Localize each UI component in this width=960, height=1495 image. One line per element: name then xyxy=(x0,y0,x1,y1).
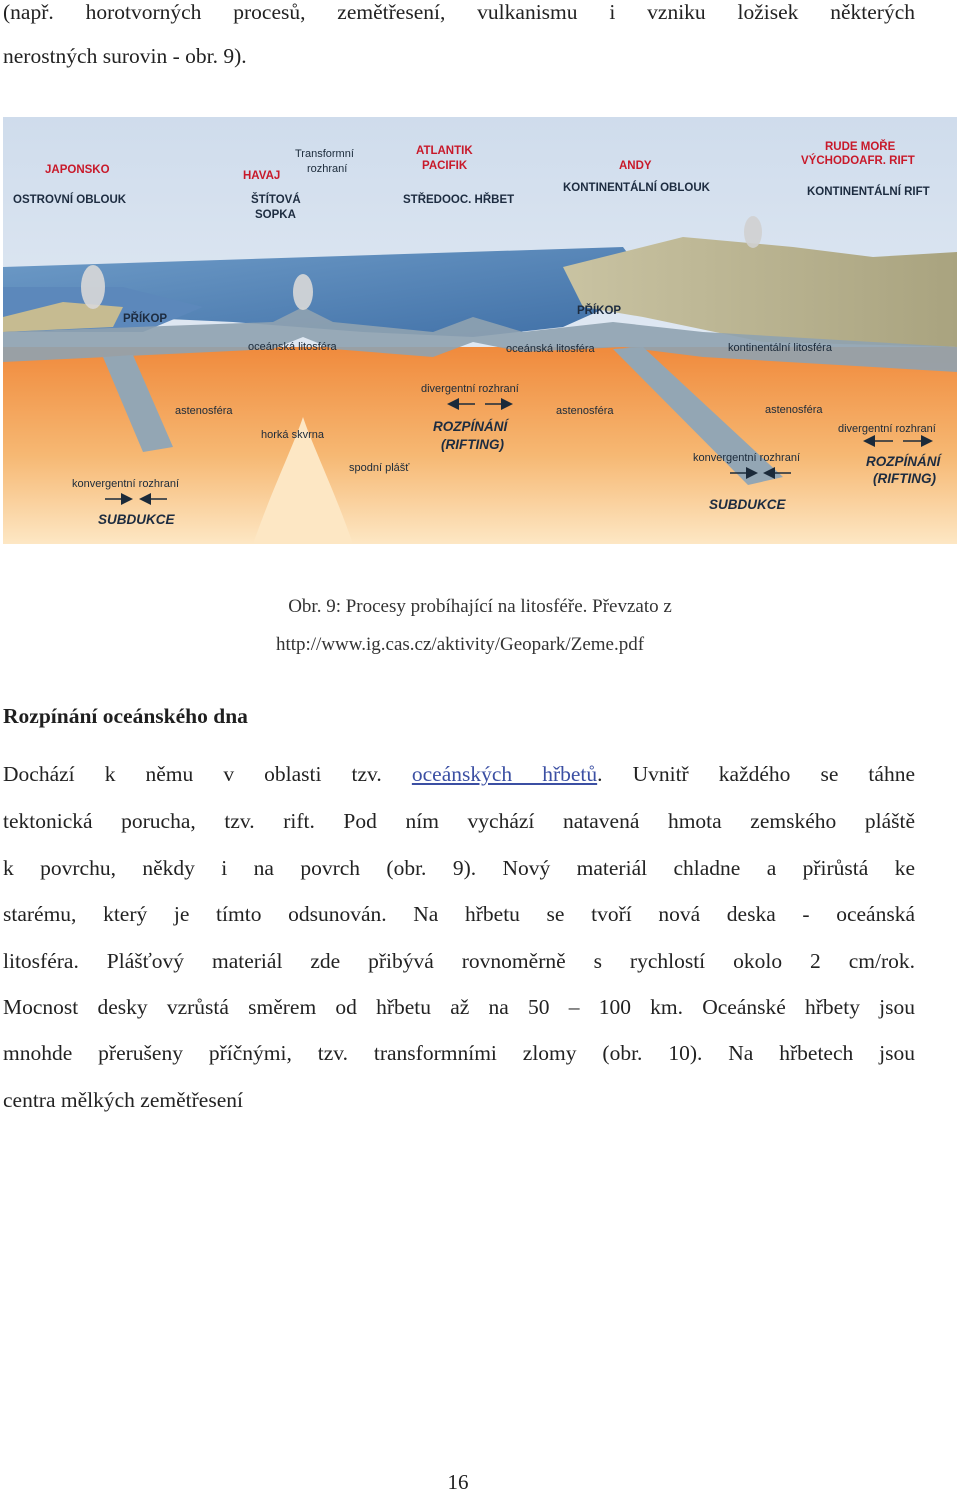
label-oceanska-litosfera-left: oceánská litosféra xyxy=(248,341,337,353)
label-kontinentalni-oblouk: KONTINENTÁLNÍ OBLOUK xyxy=(563,182,710,194)
label-prikop-right: PŘÍKOP xyxy=(577,305,622,317)
label-stitova: ŠTÍTOVÁ xyxy=(251,194,301,206)
label-divergentni-right: divergentní rozhraní xyxy=(838,423,936,435)
intro-line-1: (např. horotvorných procesů, zemětřesení, vulkanismu i vzniku ložisek některých xyxy=(3,0,915,24)
label-rifting-mid: (RIFTING) xyxy=(441,437,504,452)
label-spodni-plast: spodní plášť xyxy=(349,462,410,474)
paragraph-line-3: k povrchu, někdy i na povrch (obr. 9). Nový materiál chladne a přirůstá ke xyxy=(3,856,915,880)
label-kontinentalni-litosfera: kontinentální litosféra xyxy=(728,342,832,354)
lithosphere-processes-figure xyxy=(3,117,957,544)
label-divergentni-mid: divergentní rozhraní xyxy=(421,383,519,395)
paragraph-line-6: Mocnost desky vzrůstá směrem od hřbetu až na 50 – 100 km. Oceánské hřbety jsou xyxy=(3,995,915,1019)
label-subdukce-right: SUBDUKCE xyxy=(709,497,786,512)
paragraph-line-2: tektonická porucha, tzv. rift. Pod ním vychází natavená hmota zemského pláště xyxy=(3,809,915,833)
paragraph-line-5: litosféra. Plášťový materiál zde přibývá rovnoměrně s rychlostí okolo 2 cm/rok. xyxy=(3,949,915,973)
label-japonsko: JAPONSKO xyxy=(45,164,110,176)
label-transform-rozhrani: rozhraní xyxy=(307,163,348,175)
label-konvergentni-left: konvergentní rozhraní xyxy=(72,478,180,490)
label-rozpinani-mid: ROZPÍNÁNÍ xyxy=(433,419,508,434)
paragraph-line-4: starému, který je tímto odsunován. Na hřbetu se tvoří nová deska - oceánská xyxy=(3,902,915,926)
intro-line-2: nerostných surovin - obr. 9). xyxy=(3,44,247,68)
label-konvergentni-right: konvergentní rozhraní xyxy=(693,452,801,464)
label-astenosfera-left: astenosféra xyxy=(175,405,233,417)
label-vychodoafr-rift: VÝCHODOAFR. RIFT xyxy=(801,155,915,167)
figure-caption-line-2: http://www.ig.cas.cz/aktivity/Geopark/Zeme.pdf xyxy=(275,634,645,655)
label-kontinentalni-rift: KONTINENTÁLNÍ RIFT xyxy=(807,186,930,198)
label-rude-more: RUDE MOŘE xyxy=(825,141,896,153)
volcano-plume-left xyxy=(81,265,105,309)
label-ostrovni-oblouk: OSTROVNÍ OBLOUK xyxy=(13,194,127,206)
label-atlantik: ATLANTIK xyxy=(416,145,473,157)
label-rozpinani-right: ROZPÍNÁNÍ xyxy=(866,454,941,469)
page-number: 16 xyxy=(447,1470,469,1494)
label-transformni: Transformní xyxy=(295,148,354,160)
label-astenosfera-right: astenosféra xyxy=(765,404,823,416)
volcano-plume-andes xyxy=(744,216,762,248)
label-havaj: HAVAJ xyxy=(243,170,281,182)
label-astenosfera-mid: astenosféra xyxy=(556,405,614,417)
label-prikop-left: PŘÍKOP xyxy=(123,313,168,325)
oceanic-ridges-link[interactable]: oceánských hřbetů xyxy=(411,762,598,786)
paragraph-line-1: Dochází k němu v oblasti tzv. oceánských hřbetů. Uvnitř každého se táhne xyxy=(3,762,915,786)
label-andy: ANDY xyxy=(619,160,652,172)
volcano-plume-hawaii xyxy=(293,274,313,310)
label-stredooc-hrbet: STŘEDOOC. HŘBET xyxy=(403,194,515,206)
section-heading: Rozpínání oceánského dna xyxy=(3,704,248,728)
label-sopka: SOPKA xyxy=(255,209,296,221)
label-rifting-right: (RIFTING) xyxy=(873,471,936,486)
label-horka-skvrna: horká skvrna xyxy=(261,429,324,441)
label-pacifik: PACIFIK xyxy=(422,160,468,172)
label-oceanska-litosfera-mid: oceánská litosféra xyxy=(506,343,595,355)
paragraph-line-8: centra mělkých zemětřesení xyxy=(3,1088,243,1112)
label-subdukce-left: SUBDUKCE xyxy=(98,512,175,527)
paragraph-line-7: mnohde přerušeny příčnými, tzv. transformními zlomy (obr. 10). Na hřbetech jsou xyxy=(3,1041,915,1065)
figure-caption-line-1: Obr. 9: Procesy probíhající na litosféře. Převzato z xyxy=(288,596,672,617)
